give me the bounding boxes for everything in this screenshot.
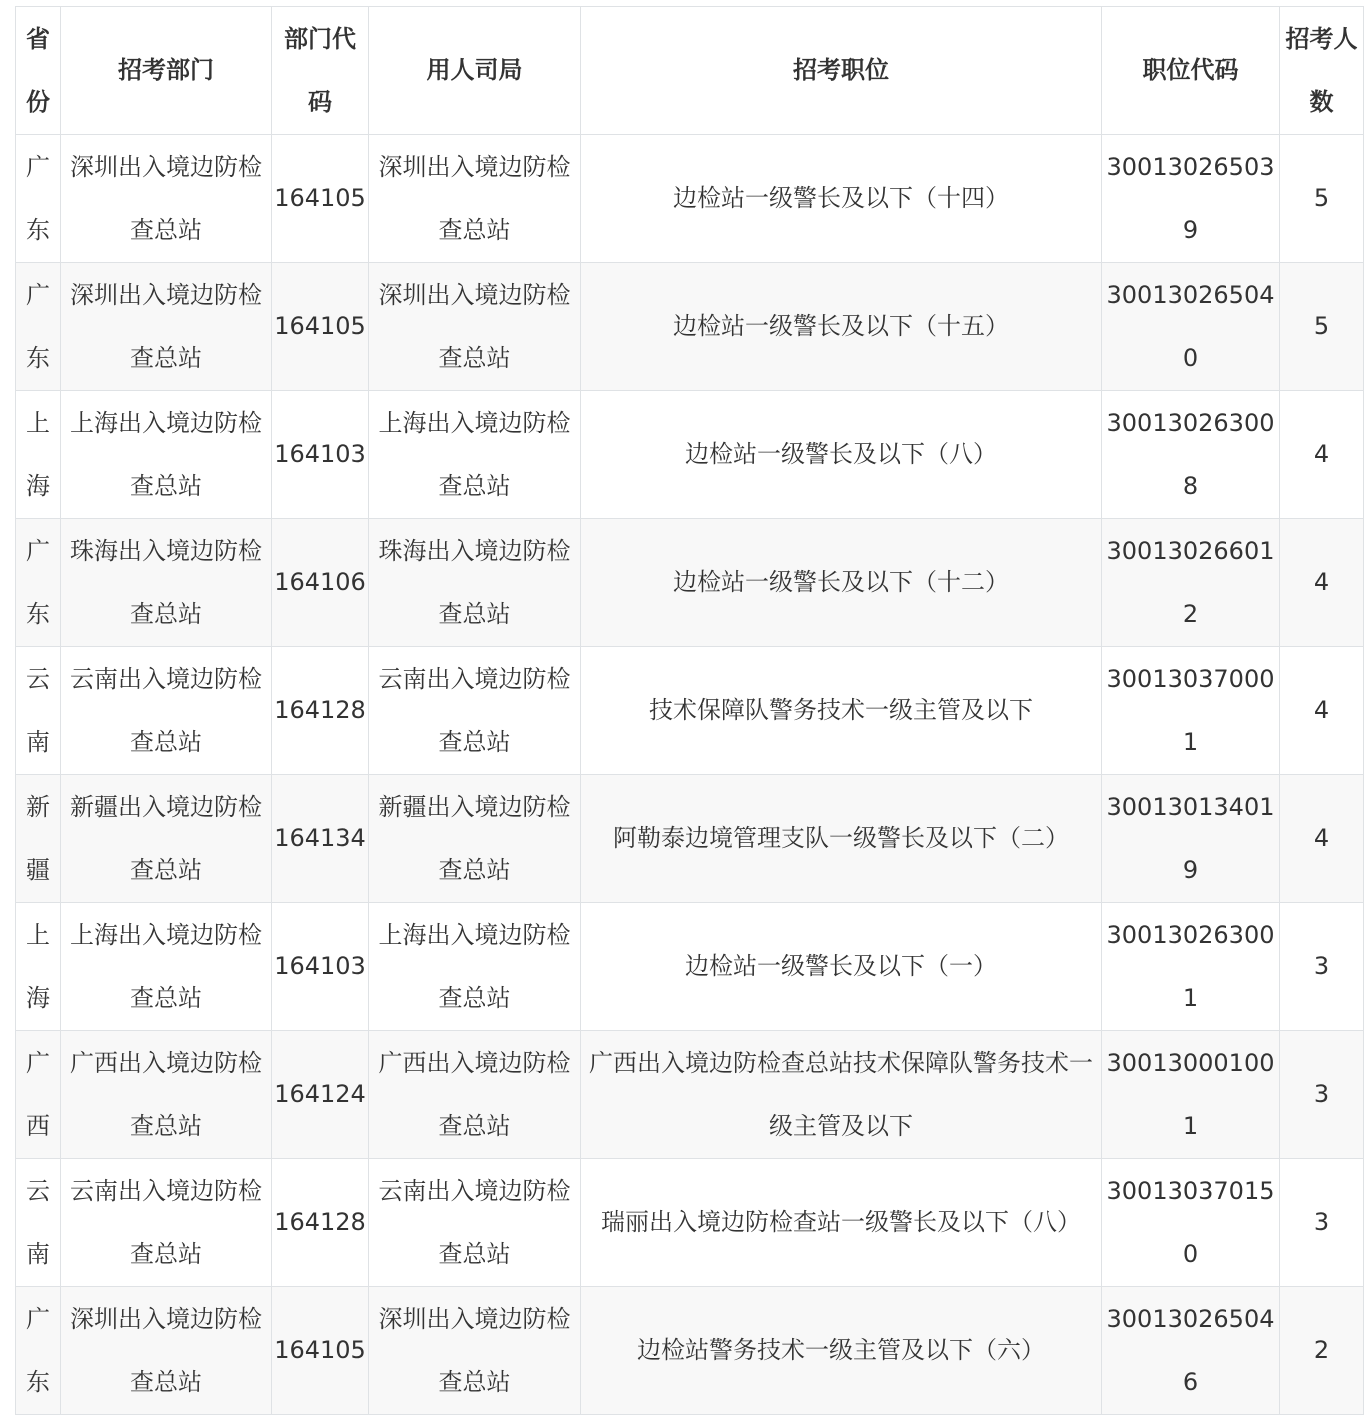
cell-dept: 广西出入境边防检查总站 — [61, 1031, 272, 1159]
cell-position: 边检站警务技术一级主管及以下（六） — [581, 1287, 1102, 1415]
cell-dept: 深圳出入境边防检查总站 — [61, 1287, 272, 1415]
cell-count: 4 — [1280, 391, 1364, 519]
cell-dept-code: 164128 — [272, 647, 369, 775]
cell-position: 边检站一级警长及以下（十二） — [581, 519, 1102, 647]
cell-province: 云南 — [16, 1159, 61, 1287]
cell-bureau: 上海出入境边防检查总站 — [369, 391, 581, 519]
cell-position: 瑞丽出入境边防检查站一级警长及以下（八） — [581, 1159, 1102, 1287]
cell-dept: 上海出入境边防检查总站 — [61, 391, 272, 519]
cell-province: 广东 — [16, 263, 61, 391]
header-bureau: 用人司局 — [369, 7, 581, 135]
cell-province: 广东 — [16, 1287, 61, 1415]
table-row — [16, 1031, 1364, 1159]
table-row — [16, 391, 1364, 519]
table-row — [16, 1159, 1364, 1287]
cell-province: 云南 — [16, 647, 61, 775]
cell-province: 广东 — [16, 135, 61, 263]
header-position-code: 职位代码 — [1102, 7, 1280, 135]
cell-bureau: 云南出入境边防检查总站 — [369, 647, 581, 775]
header-count: 招考人数 — [1280, 7, 1364, 135]
cell-position-code: 300130001001 — [1102, 1031, 1280, 1159]
cell-dept: 深圳出入境边防检查总站 — [61, 263, 272, 391]
cell-dept: 云南出入境边防检查总站 — [61, 1159, 272, 1287]
cell-count: 3 — [1280, 1159, 1364, 1287]
recruitment-table — [15, 6, 1364, 1415]
cell-position-code: 300130263001 — [1102, 903, 1280, 1031]
cell-position: 广西出入境边防检查总站技术保障队警务技术一级主管及以下 — [581, 1031, 1102, 1159]
cell-bureau: 深圳出入境边防检查总站 — [369, 263, 581, 391]
cell-bureau: 珠海出入境边防检查总站 — [369, 519, 581, 647]
cell-position-code: 300130370150 — [1102, 1159, 1280, 1287]
cell-bureau: 深圳出入境边防检查总站 — [369, 135, 581, 263]
cell-dept-code: 164105 — [272, 135, 369, 263]
cell-position-code: 300130265039 — [1102, 135, 1280, 263]
cell-bureau: 上海出入境边防检查总站 — [369, 903, 581, 1031]
table-row — [16, 647, 1364, 775]
cell-position: 边检站一级警长及以下（十四） — [581, 135, 1102, 263]
cell-dept-code: 164128 — [272, 1159, 369, 1287]
cell-province: 上海 — [16, 903, 61, 1031]
cell-bureau: 新疆出入境边防检查总站 — [369, 775, 581, 903]
cell-bureau: 云南出入境边防检查总站 — [369, 1159, 581, 1287]
table-row — [16, 775, 1364, 903]
recruitment-table-container — [15, 6, 1363, 1415]
cell-position-code: 300130265040 — [1102, 263, 1280, 391]
cell-dept-code: 164105 — [272, 1287, 369, 1415]
cell-position: 边检站一级警长及以下（十五） — [581, 263, 1102, 391]
cell-count: 4 — [1280, 775, 1364, 903]
cell-count: 5 — [1280, 135, 1364, 263]
table-row — [16, 263, 1364, 391]
cell-count: 2 — [1280, 1287, 1364, 1415]
table-row — [16, 135, 1364, 263]
header-position: 招考职位 — [581, 7, 1102, 135]
table-row — [16, 903, 1364, 1031]
cell-position: 边检站一级警长及以下（一） — [581, 903, 1102, 1031]
cell-bureau: 深圳出入境边防检查总站 — [369, 1287, 581, 1415]
cell-position-code: 300130266012 — [1102, 519, 1280, 647]
cell-province: 广东 — [16, 519, 61, 647]
table-row — [16, 1287, 1364, 1415]
cell-dept: 珠海出入境边防检查总站 — [61, 519, 272, 647]
cell-count: 3 — [1280, 903, 1364, 1031]
cell-count: 4 — [1280, 647, 1364, 775]
cell-position-code: 300130263008 — [1102, 391, 1280, 519]
cell-position: 阿勒泰边境管理支队一级警长及以下（二） — [581, 775, 1102, 903]
cell-bureau: 广西出入境边防检查总站 — [369, 1031, 581, 1159]
cell-dept: 云南出入境边防检查总站 — [61, 647, 272, 775]
cell-dept-code: 164105 — [272, 263, 369, 391]
cell-position: 边检站一级警长及以下（八） — [581, 391, 1102, 519]
cell-dept-code: 164103 — [272, 391, 369, 519]
cell-dept-code: 164106 — [272, 519, 369, 647]
cell-count: 3 — [1280, 1031, 1364, 1159]
cell-dept: 新疆出入境边防检查总站 — [61, 775, 272, 903]
cell-province: 广西 — [16, 1031, 61, 1159]
cell-position: 技术保障队警务技术一级主管及以下 — [581, 647, 1102, 775]
cell-province: 上海 — [16, 391, 61, 519]
cell-dept-code: 164124 — [272, 1031, 369, 1159]
header-province: 省份 — [16, 7, 61, 135]
cell-position-code: 300130134019 — [1102, 775, 1280, 903]
cell-dept: 深圳出入境边防检查总站 — [61, 135, 272, 263]
table-header-row — [16, 7, 1364, 135]
table-row — [16, 519, 1364, 647]
cell-count: 5 — [1280, 263, 1364, 391]
cell-province: 新疆 — [16, 775, 61, 903]
cell-position-code: 300130370001 — [1102, 647, 1280, 775]
cell-dept-code: 164134 — [272, 775, 369, 903]
header-dept-code: 部门代码 — [272, 7, 369, 135]
cell-dept-code: 164103 — [272, 903, 369, 1031]
cell-dept: 上海出入境边防检查总站 — [61, 903, 272, 1031]
cell-position-code: 300130265046 — [1102, 1287, 1280, 1415]
header-dept: 招考部门 — [61, 7, 272, 135]
cell-count: 4 — [1280, 519, 1364, 647]
